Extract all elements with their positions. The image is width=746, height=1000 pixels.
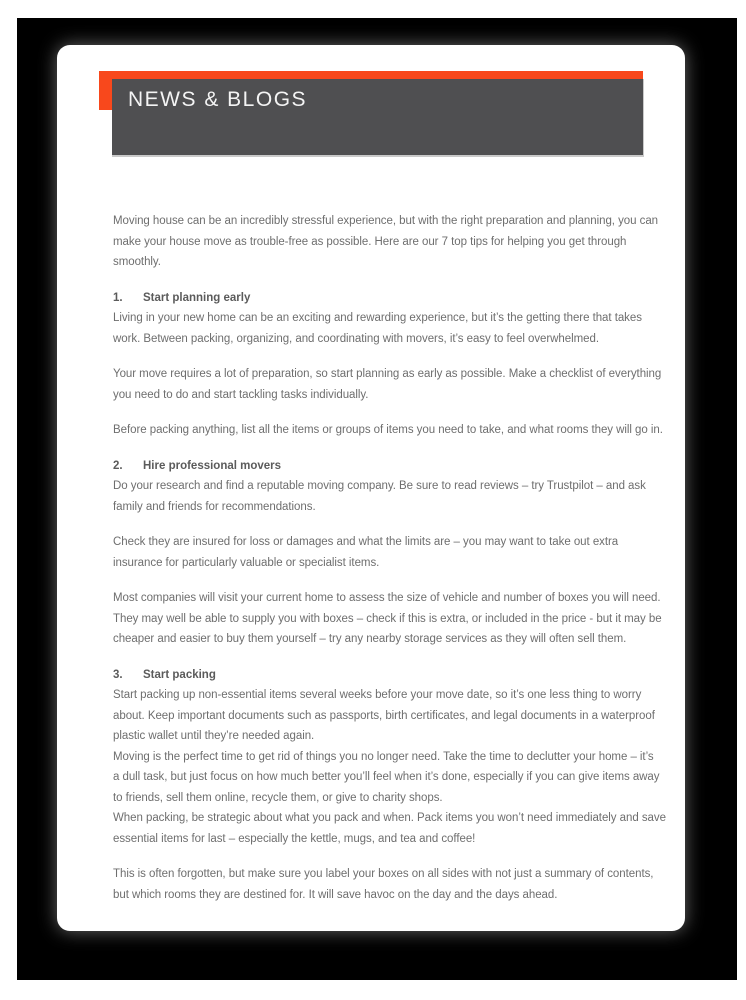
text-line: cheaper and easier to buy them yourself – try any nearby storage services as they will often sell them. [113,633,627,645]
text-line: Check they are insured for loss or damages and what the limits are – you may want to take out extra [113,536,619,548]
section-heading [113,288,653,309]
paragraph [113,808,666,849]
text-line: you need to do and start tackling tasks individually. [113,388,369,401]
paragraph [113,588,662,650]
text-line: about. Keep important documents such as passports, birth certificates, and legal documents in a waterproof [113,709,655,722]
text-line: They may well be able to supply you with boxes – check if this is extra, or included in the price - but it may be [113,612,662,625]
paragraph [113,308,653,349]
section-heading [113,456,653,477]
heading-number: 2. [113,459,123,472]
text-line: Living in your new home can be an exciting and rewarding experience, but it’s the getting there that takes [113,312,642,324]
text-line: Do your research and find a reputable moving company. Be sure to read reviews – try Trustpilot – and ask [113,480,646,492]
paragraph [113,685,653,747]
text-line: a dull task, but just focus on how much better you’ll feel when it’s done, especially if you can give items away [113,771,660,783]
paragraph [113,864,653,905]
paragraph [113,420,663,441]
heading-title: Start planning early [143,291,251,304]
heading-number: 3. [113,668,123,681]
text-line: but which rooms they are destined for. It will save havoc on the day and the days ahead. [113,888,558,901]
text-line: work. Between packing, organizing, and coordinating with movers, it’s easy to feel overwhelmed. [113,332,599,345]
paragraph [113,364,662,405]
text-line: insurance for particularly valuable or specialist items. [113,556,380,569]
text-line: Moving is the perfect time to get rid of things you no longer need. Take the time to declutter your home – it’s [113,750,654,763]
page-title: NEWS & BLOGS [128,88,308,111]
text-line: to friends, sell them online, recycle them, or give to charity shops. [113,791,443,804]
paragraph [113,211,659,273]
text-line: smoothly. [113,256,161,268]
text-line: Your move requires a lot of preparation, so start planning as early as possible. Make a checklist of everything [113,368,662,380]
paragraph [113,532,653,573]
section-heading [113,665,653,686]
text-line: When packing, be strategic about what you pack and when. Pack items you won’t need immediately and save [113,812,666,824]
text-line: Moving house can be an incredibly stressful experience, but with the right preparation and planning, you can [113,215,659,227]
text-line: family and friends for recommendations. [113,500,316,513]
header-banner [112,79,644,157]
text-line: This is often forgotten, but make sure you label your boxes on all sides with not just a summary of contents, [113,868,654,880]
heading-title: Start packing [143,668,216,681]
text-line: Start packing up non-essential items several weeks before your move date, so it’s one less thing to worry [113,689,642,701]
document-page [57,45,685,931]
text-line: plastic wallet until they’re needed again. [113,730,315,742]
heading-number: 1. [113,291,123,304]
text-line: Before packing anything, list all the items or groups of items you need to take, and what rooms they will go in. [113,424,663,436]
text-line: essential items for last – especially the kettle, mugs, and tea and coffee! [113,832,476,845]
paragraph [113,747,660,809]
text-line: make your house move as trouble-free as possible. Here are our 7 top tips for helping you get through [113,235,627,248]
text-line: Most companies will visit your current home to assess the size of vehicle and number of boxes you will need. [113,592,661,604]
heading-title: Hire professional movers [143,459,282,472]
document-body [113,211,666,905]
paragraph [113,476,653,517]
